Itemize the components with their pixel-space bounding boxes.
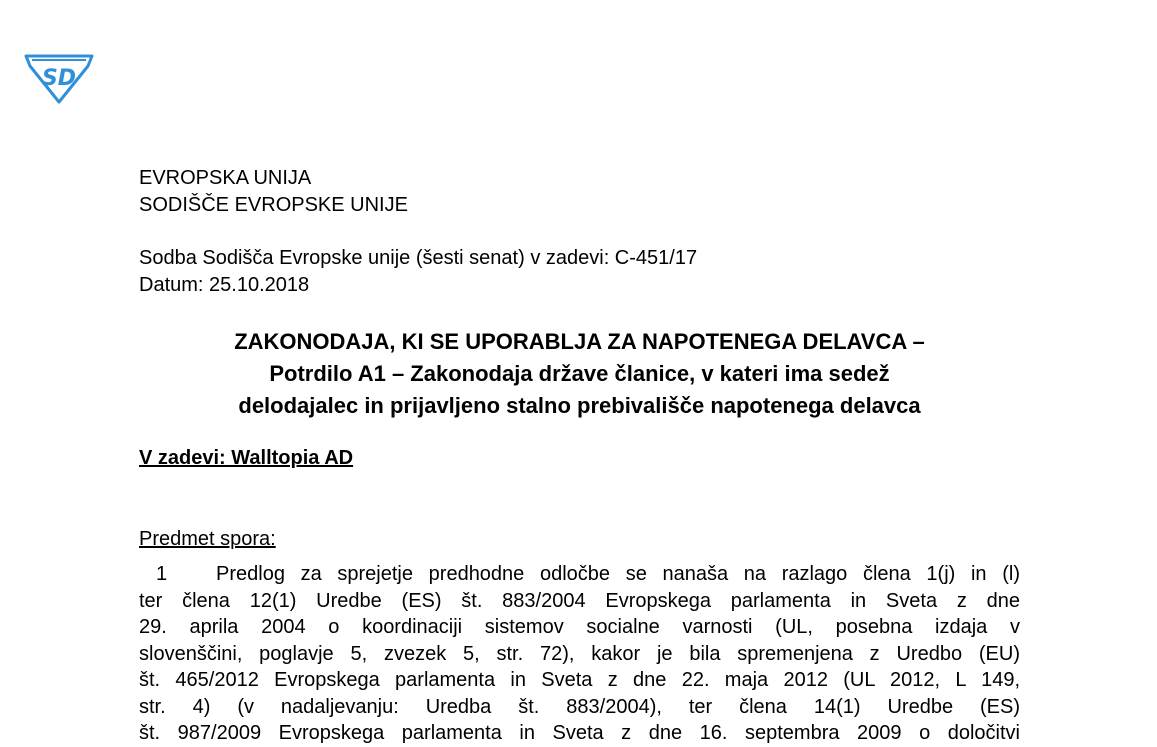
paragraph-line <box>139 561 1020 588</box>
paragraph-line-text: Predlog za sprejetje predhodne odločbe se nanaša na razlago člena 1(j) in (l) <box>216 563 1020 585</box>
logo-text: SD <box>41 66 77 91</box>
paragraph-line: slovenščini, poglavje 5, zvezek 5, str. 72), kakor je bila spremenjena z Uredbo (EU) <box>139 642 1020 665</box>
paragraph-line: str. 4) (v nadaljevanju: Uredba št. 883/2004), ter člena 14(1) Uredbe (ES) <box>139 695 1020 718</box>
sd-logo-icon <box>22 50 96 104</box>
paragraph-line: št. 465/2012 Evropskega parlamenta in Sveta z dne 22. maja 2012 (UL 2012, L 149, <box>139 669 1020 691</box>
header-line-court: SODIŠČE EVROPSKE UNIJE <box>139 194 408 216</box>
paragraph-number: 1 <box>156 563 168 585</box>
judgment-date: Datum: 25.10.2018 <box>139 274 310 296</box>
paragraph-line: 29. aprila 2004 o koordinaciji sistemov socialne varnosti (UL, posebna izdaja v <box>139 616 1020 638</box>
subject-heading: Predmet spora: <box>139 528 276 550</box>
document-title <box>139 326 1020 422</box>
title-line-1: ZAKONODAJA, KI SE UPORABLJA ZA NAPOTENEGA DELAVCA – <box>234 329 925 354</box>
judgment-reference: Sodba Sodišča Evropske unije (šesti senat) v zadevi: C-451/17 <box>139 247 698 269</box>
paragraph-line: ter člena 12(1) Uredbe (ES) št. 883/2004 Evropskega parlamenta in Sveta z dne <box>139 589 1020 612</box>
header-line-eu: EVROPSKA UNIJA <box>139 167 312 189</box>
title-line-3: delodajalec in prijavljeno stalno prebivališče napotenega delavca <box>238 393 921 418</box>
title-line-2: Potrdilo A1 – Zakonodaja države članice, v kateri ima sedež <box>269 361 890 386</box>
case-heading: V zadevi: Walltopia AD <box>139 447 354 469</box>
paragraph-line: št. 987/2009 Evropskega parlamenta in Sveta z dne 16. septembra 2009 o določitvi <box>139 722 1020 744</box>
paragraph-1 <box>139 561 1020 747</box>
